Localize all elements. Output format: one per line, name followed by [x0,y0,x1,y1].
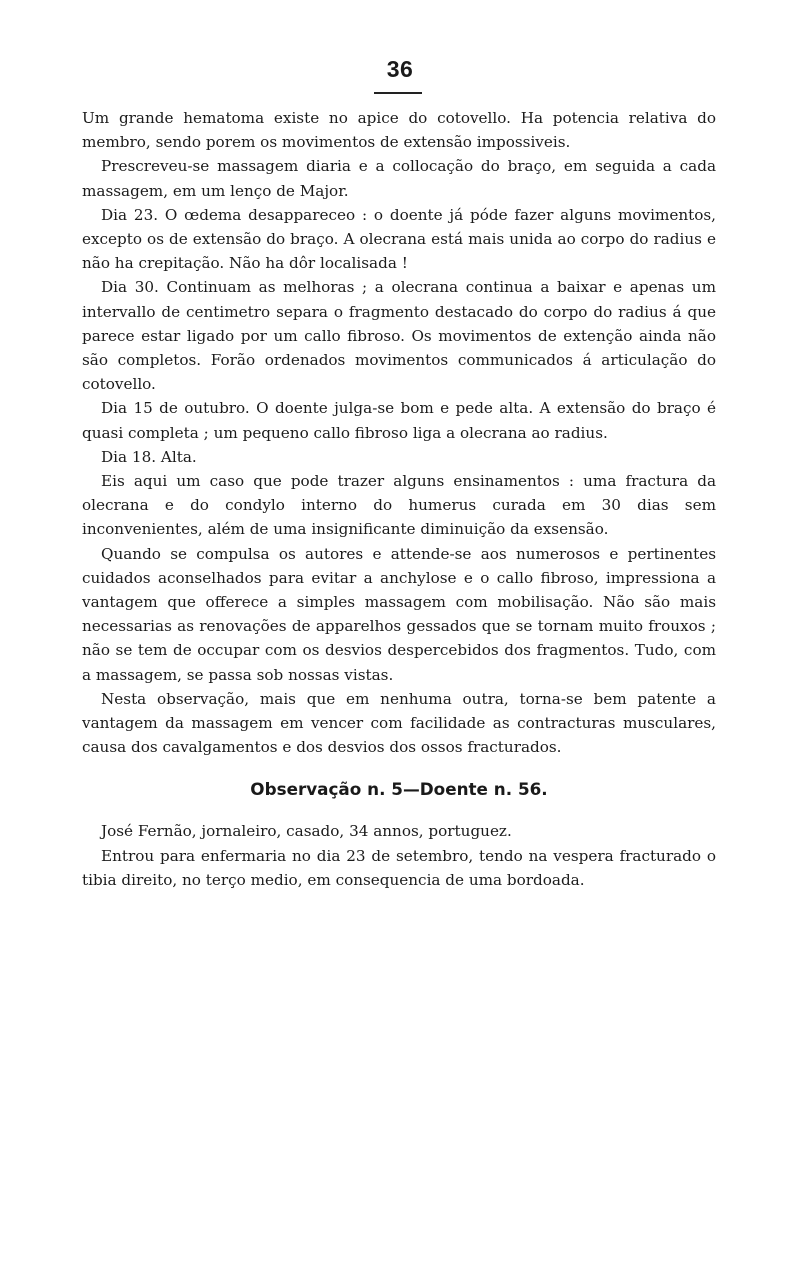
paragraph-day-18: Dia 18. Alta. [101,447,197,466]
page-number: 36 [386,56,414,82]
paragraph-hematoma: Um grande hematoma existe no apice do cotovello. Ha potencia relativa do membro, sendo porem os movimentos de extensão impossiveis. [82,109,716,152]
paragraph-october-15: Dia 15 de outubro. O doente julga-se bom e pede alta. A extensão do braço é quasi completa ; um pequeno callo fibroso liga a olecrana ao radius. [82,399,716,442]
paragraph-admission: Entrou para enfermaria no dia 23 de setembro, tendo na vespera fracturado o tibia direito, no terço medio, em consequencia de uma bordoada. [82,846,716,889]
header-rule [374,92,422,94]
section-heading: Observação n. 5—Doente n. 56. [250,779,548,800]
paragraph-authors: Quando se compulsa os autores e attende-se aos numerosos e pertinentes cuidados aconselhados para evitar a anchylose e o callo fibroso, impressiona a vantagem que offerece a simples massagem com mobilisação. Não são mais necessarias as renovações de apparelhos gessados que se tornam muito frouxos ; não se tem de occupar com os desvios despercebidos dos fragmentos. Tudo, com a massagem, se passa sob nossas vistas. [82,544,716,684]
paragraph-day-30: Dia 30. Continuam as melhoras ; a olecrana continua a baixar e apenas um intervallo de centimetro separa o fragmento destacado do corpo do radius á que parece estar ligado por um callo fibroso. Os movimentos de extenção ainda não são completos. Forão ordenados movimentos communicados á articulação do cotovello. [82,278,716,394]
body-text [82,106,716,892]
paragraph-patient: José Fernão, jornaleiro, casado, 34 annos, portuguez. [101,822,512,841]
paragraph-day-23: Dia 23. O œdema desappareceo : o doente já póde fazer alguns movimentos, excepto os de extensão do braço. A olecrana está mais unida ao corpo do radius e não ha crepitação. Não ha dôr localisada ! [82,205,716,273]
paragraph-lessons: Eis aqui um caso que pode trazer alguns ensinamentos : uma fractura da olecrana e do condylo interno do humerus curada em 30 dias sem inconvenientes, além de uma insignificante diminuição da exsensão. [82,472,716,539]
paragraph-prescription: Prescreveu-se massagem diaria e a collocação do braço, em seguida a cada massagem, em um lenço de Major. [82,157,716,200]
paragraph-observation-note: Nesta observação, mais que em nenhuma outra, torna-se bem patente a vantagem da massagem em vencer com facilidade as contracturas musculares, causa dos cavalgamentos e dos desvios dos ossos fracturados. [82,689,716,757]
